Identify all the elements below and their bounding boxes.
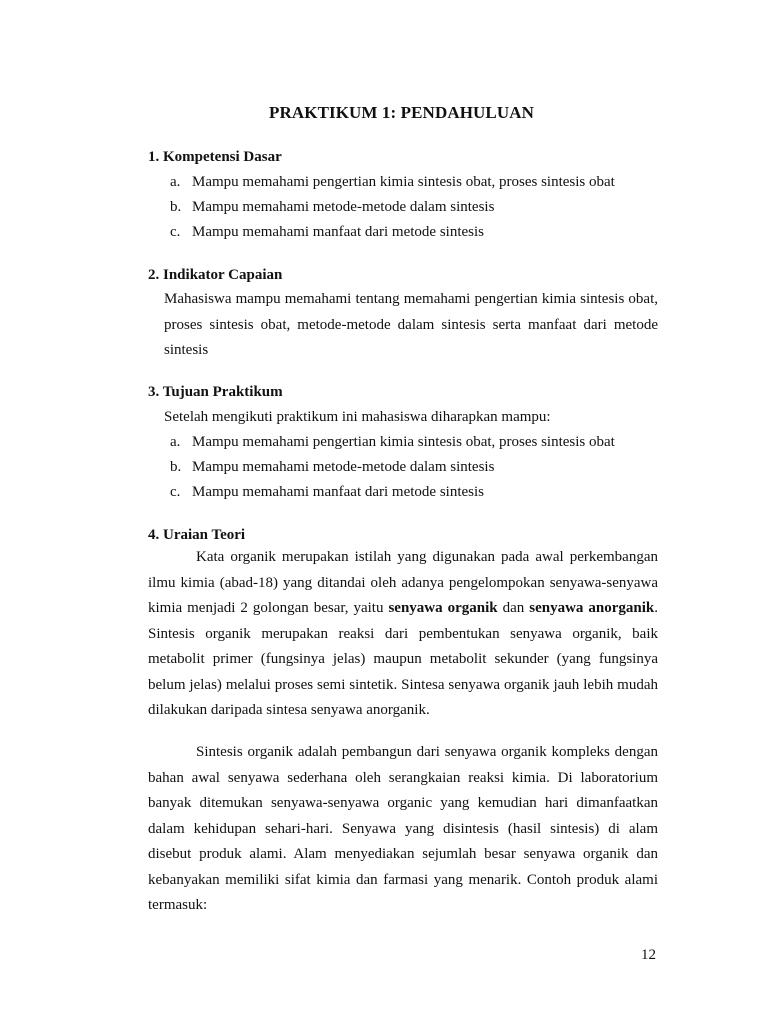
paragraph-text: . Sintesis organik merupakan reaksi dari pembentukan senyawa organik, baik metabolit primer (fungsinya jelas) maupun metabolit sekunder (yang fungsinya belum jelas) melalui proses semi sintetik. Sintesa senyawa organik jauh lebih mudah dilakukan daripada sintesa senyawa anorganik. <box>148 600 658 718</box>
list-marker: c. <box>170 224 181 240</box>
paragraph-text: Kata organik merupakan istilah yang digunakan pada awal perkembangan ilmu kimia (abad-18) yang ditandai oleh adanya pengelompokan senyawa-senyawa kimia menjadi 2 golongan besar, yaitu <box>148 549 658 616</box>
bold-term: senyawa anorganik <box>529 600 655 616</box>
section-heading-uraian-teori: 4. Uraian Teori <box>148 527 246 543</box>
list-item <box>170 224 670 241</box>
list-item-text: Mampu memahami manfaat dari metode sintesis <box>192 484 485 500</box>
section-intro: Setelah mengikuti praktikum ini mahasiswa diharapkan mampu: <box>164 409 551 425</box>
page-title: PRAKTIKUM 1: PENDAHULUAN <box>269 103 534 122</box>
list-item <box>170 434 670 451</box>
list-item-text: Mampu memahami pengertian kimia sintesis obat, proses sintesis obat <box>192 174 615 190</box>
list-item <box>170 199 670 216</box>
section-heading-kompetensi-dasar: 1. Kompetensi Dasar <box>148 149 282 165</box>
list-item-text: Mampu memahami metode-metode dalam sintesis <box>192 199 495 215</box>
list-item <box>170 174 670 191</box>
bold-term: senyawa organik <box>388 600 498 616</box>
list-item <box>170 459 670 476</box>
section-paragraph: Mahasiswa mampu memahami tentang memahami pengertian kimia sintesis obat, proses sintesis obat, metode-metode dalam sintesis serta manfaat dari metode sintesis <box>164 291 658 358</box>
list-item-text: Mampu memahami manfaat dari metode sintesis <box>192 224 485 240</box>
page-number: 12 <box>641 947 656 963</box>
list-marker: c. <box>170 484 181 500</box>
list-marker: a. <box>170 174 181 190</box>
section-heading-tujuan-praktikum: 3. Tujuan Praktikum <box>148 384 283 400</box>
list-item-text: Mampu memahami pengertian kimia sintesis obat, proses sintesis obat <box>192 434 615 450</box>
section-heading-indikator-capaian: 2. Indikator Capaian <box>148 267 283 283</box>
list-marker: b. <box>170 459 182 475</box>
body-paragraph-1 <box>148 545 658 724</box>
list-item <box>170 484 670 501</box>
list-marker: a. <box>170 434 181 450</box>
list-marker: b. <box>170 199 182 215</box>
list-item-text: Mampu memahami metode-metode dalam sintesis <box>192 459 495 475</box>
body-paragraph-2 <box>148 740 658 919</box>
paragraph-text: dan <box>497 600 530 616</box>
paragraph-text: Sintesis organik adalah pembangun dari senyawa organik kompleks dengan bahan awal senyawa sederhana oleh serangkaian reaksi kimia. Di laboratorium banyak ditemukan senyawa-senyawa organic yang kemudian hari dimanfaatkan dalam kehidupan sehari-hari. Senyawa yang disintesis (hasil sintesis) di alam disebut produk alami. Alam menyediakan sejumlah besar senyawa organik dan kebanyakan memiliki sifat kimia dan farmasi yang menarik. Contoh produk alami termasuk: <box>148 744 658 913</box>
